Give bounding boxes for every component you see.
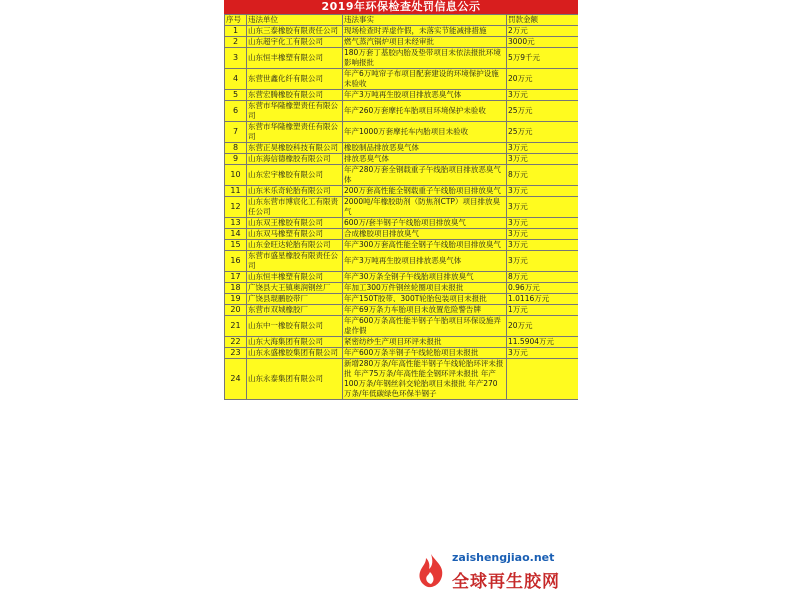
row-unit: 广饶县琨鹏胶带厂	[247, 294, 343, 305]
table-row	[225, 316, 579, 337]
table-row	[225, 359, 579, 400]
row-fact: 2000吨/年橡胶助剂（防焦剂CTP）项目排放臭气	[343, 197, 507, 218]
row-number: 4	[225, 69, 247, 90]
row-unit: 山东恒丰橡塑有限公司	[247, 48, 343, 69]
table-row	[225, 305, 579, 316]
table-row	[225, 122, 579, 143]
row-fact: 合成橡胶项目排放臭气	[343, 229, 507, 240]
table-row	[225, 26, 579, 37]
site-watermark	[412, 548, 588, 594]
row-amount: 3万元	[507, 251, 579, 272]
row-number: 11	[225, 186, 247, 197]
table-row	[225, 186, 579, 197]
row-fact: 排放恶臭气体	[343, 154, 507, 165]
row-unit: 山东大海集团有限公司	[247, 337, 343, 348]
table-row	[225, 283, 579, 294]
row-amount: 3万元	[507, 240, 579, 251]
row-fact: 年产600万条半钢子午线轮胎项目未报批	[343, 348, 507, 359]
row-amount: 3万元	[507, 90, 579, 101]
row-number: 2	[225, 37, 247, 48]
row-number: 1	[225, 26, 247, 37]
row-number: 12	[225, 197, 247, 218]
row-fact: 600万/套半钢子午线胎项目排放臭气	[343, 218, 507, 229]
row-number: 6	[225, 101, 247, 122]
row-amount: 3万元	[507, 218, 579, 229]
row-number: 13	[225, 218, 247, 229]
table-row	[225, 294, 579, 305]
row-amount: 1.0116万元	[507, 294, 579, 305]
row-amount: 0.96万元	[507, 283, 579, 294]
table-row	[225, 251, 579, 272]
col-header-no: 序号	[225, 15, 247, 26]
flame-logo-icon	[414, 552, 448, 590]
table-row	[225, 69, 579, 90]
penalty-table	[224, 14, 578, 400]
row-number: 21	[225, 316, 247, 337]
row-unit: 广饶县大王镇奥润钢丝厂	[247, 283, 343, 294]
table-row	[225, 240, 579, 251]
row-amount: 1万元	[507, 305, 579, 316]
row-number: 24	[225, 359, 247, 400]
row-unit: 东营宏腾橡胶有限公司	[247, 90, 343, 101]
row-amount: 8万元	[507, 272, 579, 283]
row-unit: 东营正昊橡胶科技有限公司	[247, 143, 343, 154]
row-unit: 东营市华隆橡塑责任有限公司	[247, 101, 343, 122]
row-fact: 年产3万吨再生胶项目排放恶臭气体	[343, 90, 507, 101]
table-row	[225, 218, 579, 229]
watermark-site-name: 全球再生胶网	[452, 572, 560, 592]
table-row	[225, 348, 579, 359]
row-amount: 3万元	[507, 154, 579, 165]
row-fact: 年产3万吨再生胶项目排放恶臭气体	[343, 251, 507, 272]
row-unit: 山东海信德橡胶有限公司	[247, 154, 343, 165]
row-unit: 山东金旺达轮胎有限公司	[247, 240, 343, 251]
row-fact: 200万套高性能全钢载重子午线胎项目排放臭气	[343, 186, 507, 197]
table-row	[225, 143, 579, 154]
table-row	[225, 229, 579, 240]
row-unit: 山东恒丰橡塑有限公司	[247, 272, 343, 283]
row-fact: 年产6万吨帘子布项目配套建设的环境保护设施未验收	[343, 69, 507, 90]
row-unit: 东营市盛星橡胶有限责任公司	[247, 251, 343, 272]
row-fact: 年产260万套摩托车胎项目环境保护未验收	[343, 101, 507, 122]
row-fact: 年产30万条全钢子午线胎项目排放臭气	[343, 272, 507, 283]
row-unit: 山东米乐奇轮胎有限公司	[247, 186, 343, 197]
row-number: 3	[225, 48, 247, 69]
row-fact: 年产600万条高性能半钢子午胎项目环保设施弄虚作假	[343, 316, 507, 337]
table-row	[225, 337, 579, 348]
row-unit: 东营世鑫化纤有限公司	[247, 69, 343, 90]
row-amount: 25万元	[507, 122, 579, 143]
row-amount: 25万元	[507, 101, 579, 122]
table-row	[225, 101, 579, 122]
row-fact: 年加工300万件钢丝轮圈项目未报批	[343, 283, 507, 294]
table-row	[225, 154, 579, 165]
row-number: 22	[225, 337, 247, 348]
row-fact: 橡胶制品排放恶臭气体	[343, 143, 507, 154]
row-number: 23	[225, 348, 247, 359]
row-amount: 3万元	[507, 197, 579, 218]
row-number: 15	[225, 240, 247, 251]
table-row	[225, 165, 579, 186]
row-number: 19	[225, 294, 247, 305]
row-number: 14	[225, 229, 247, 240]
row-unit: 山东三泰橡胶有限责任公司	[247, 26, 343, 37]
row-fact: 180万套丁基胶内胎及垫带项目未依法报批环境影响报批	[343, 48, 507, 69]
table-row	[225, 48, 579, 69]
row-number: 16	[225, 251, 247, 272]
row-amount: 20万元	[507, 69, 579, 90]
row-unit: 山东双马橡塑有限公司	[247, 229, 343, 240]
col-header-unit: 违法单位	[247, 15, 343, 26]
row-number: 20	[225, 305, 247, 316]
row-amount: 3万元	[507, 186, 579, 197]
table-header-row	[225, 15, 579, 26]
row-unit: 山东中一橡胶有限公司	[247, 316, 343, 337]
row-number: 7	[225, 122, 247, 143]
row-amount: 8万元	[507, 165, 579, 186]
page-title: 2019年环保检查处罚信息公示	[224, 0, 578, 14]
col-header-amount: 罚款金额	[507, 15, 579, 26]
row-amount: 3000元	[507, 37, 579, 48]
row-unit: 山东东营市博宸化工有限责任公司	[247, 197, 343, 218]
row-fact: 燃气蒸汽锅炉项目未经审批	[343, 37, 507, 48]
table-row	[225, 197, 579, 218]
row-unit: 山东双王橡胶有限公司	[247, 218, 343, 229]
row-amount: 2万元	[507, 26, 579, 37]
row-unit: 东营市双城橡胶厂	[247, 305, 343, 316]
row-number: 17	[225, 272, 247, 283]
row-unit: 山东永盛橡胶集团有限公司	[247, 348, 343, 359]
row-amount: 3万元	[507, 229, 579, 240]
row-unit: 山东宏宇橡胶有限公司	[247, 165, 343, 186]
row-fact: 年产69万条力车胎项目未放置危险警告牌	[343, 305, 507, 316]
row-amount: 20万元	[507, 316, 579, 337]
row-amount: 3万元	[507, 143, 579, 154]
row-fact: 年产300万套高性能全钢子午线胎项目排放臭气	[343, 240, 507, 251]
row-fact: 年产1000万套摩托车内胎项目未验收	[343, 122, 507, 143]
notice-document	[224, 0, 578, 600]
row-amount: 5万9千元	[507, 48, 579, 69]
row-amount: 11.5904万元	[507, 337, 579, 348]
table-row	[225, 37, 579, 48]
row-number: 9	[225, 154, 247, 165]
table-row	[225, 272, 579, 283]
row-number: 18	[225, 283, 247, 294]
col-header-fact: 违法事实	[343, 15, 507, 26]
row-number: 5	[225, 90, 247, 101]
row-fact: 现场检查时弄虚作假，未落实节能减排措施	[343, 26, 507, 37]
watermark-url: zaishengjiao.net	[452, 551, 555, 564]
row-unit: 东营市华隆橡塑责任有限公司	[247, 122, 343, 143]
row-fact: 年产280万套全钢载重子午线胎项目排放恶臭气体	[343, 165, 507, 186]
row-number: 8	[225, 143, 247, 154]
table-row	[225, 90, 579, 101]
row-amount	[507, 359, 579, 400]
row-unit: 山东永泰集团有限公司	[247, 359, 343, 400]
row-fact: 年产150T胶带、300T轮胎包装项目未报批	[343, 294, 507, 305]
row-fact: 紧密纺纱生产项目环评未报批	[343, 337, 507, 348]
row-unit: 山东超宇化工有限公司	[247, 37, 343, 48]
row-amount: 3万元	[507, 348, 579, 359]
row-fact: 新增280万条/年高性能半钢子午线轮胎环评未报批 年产75万条/年高性能全钢环评未报批 年产100万条/年钢丝斜交轮胎项目未报批 年产270万条/年低碳绿色环保半钢子	[343, 359, 507, 400]
row-number: 10	[225, 165, 247, 186]
